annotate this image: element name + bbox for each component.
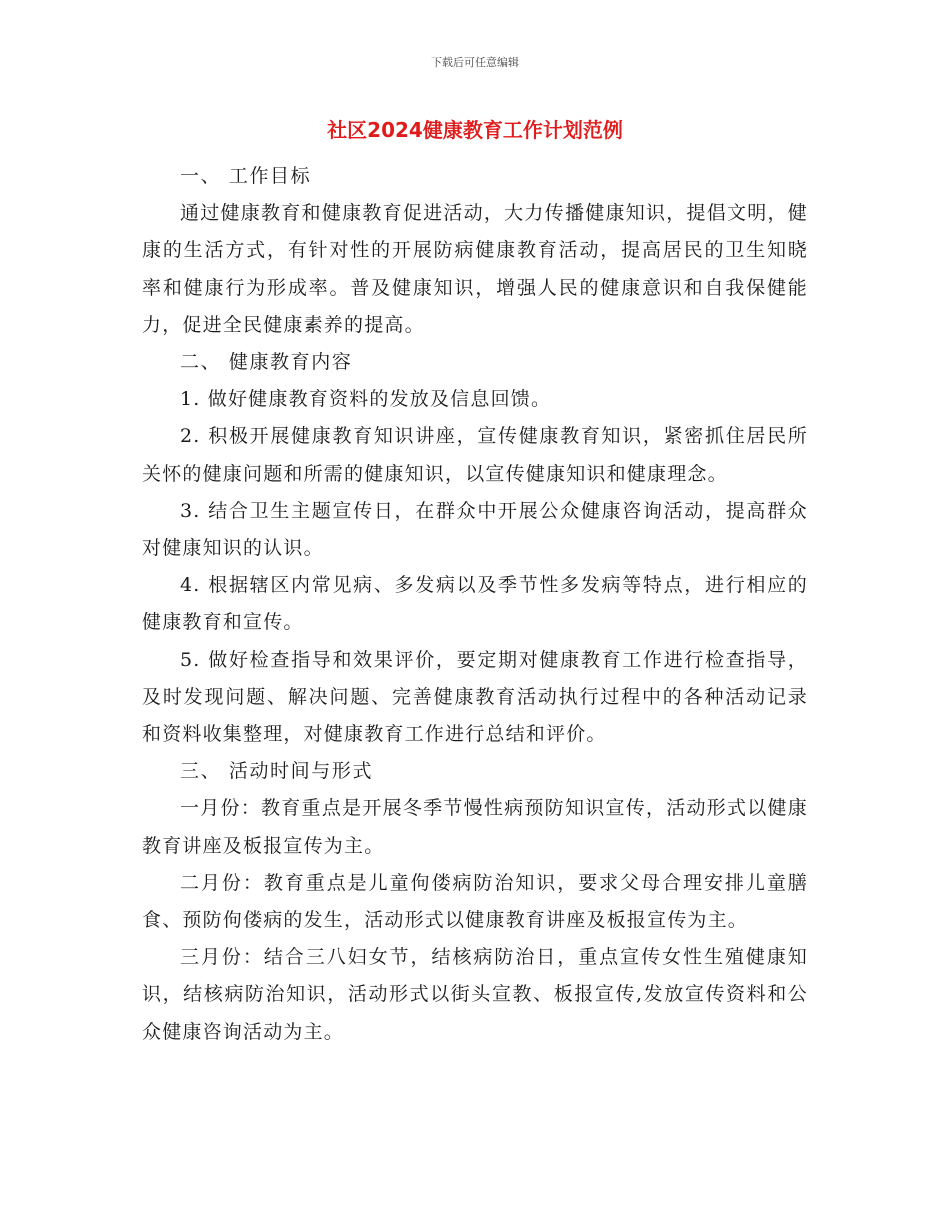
paragraph-february: 二月份：教育重点是儿童佝偻病防治知识，要求父母合理安排儿童膳食、预防佝偻病的发生，活动形式以健康教育讲座及板报宣传为主。: [142, 871, 808, 932]
page-header-note: 下载后可任意编辑: [431, 56, 519, 69]
document-title: 社区2024健康教育工作计划范例: [327, 118, 623, 142]
section-heading-schedule: 三、 活动时间与形式: [180, 760, 374, 783]
section-heading-content: 二、 健康教育内容: [180, 351, 353, 374]
document-body: [142, 158, 808, 1051]
paragraph-march: 三月份：结合三八妇女节，结核病防治日，重点宣传女性生殖健康知识，结核病防治知识，活动形式以街头宣教、板报宣传,发放宣传资料和公众健康咨询活动为主。: [142, 946, 808, 1043]
list-item-1: 1. 做好健康教育资料的发放及信息回馈。: [180, 388, 552, 411]
list-item-2: 2. 积极开展健康教育知识讲座，宣传健康教育知识，紧密抓住居民所关怀的健康问题和所需的健康知识，以宣传健康知识和健康理念。: [142, 425, 808, 485]
list-item-4: 4. 根据辖区内常见病、多发病以及季节性多发病等特点，进行相应的健康教育和宣传。: [142, 574, 808, 634]
section-heading-goals: 一、 工作目标: [180, 165, 312, 187]
list-item-5: 5. 做好检查指导和效果评价，要定期对健康教育工作进行检查指导，及时发现问题、解决问题、完善健康教育活动执行过程中的各种活动记录和资料收集整理，对健康教育工作进行总结和评价。: [142, 648, 808, 746]
list-item-3: 3. 结合卫生主题宣传日，在群众中开展公众健康咨询活动，提高群众对健康知识的认识。: [142, 499, 808, 560]
paragraph-goals: 通过健康教育和健康教育促进活动，大力传播健康知识，提倡文明，健康的生活方式，有针对性的开展防病健康教育活动，提高居民的卫生知晓率和健康行为形成率。普及健康知识，增强人民的健康意识和自我保健能力，促进全民健康素养的提高。: [142, 202, 808, 336]
paragraph-january: 一月份：教育重点是开展冬季节慢性病预防知识宣传，活动形式以健康教育讲座及板报宣传为主。: [142, 797, 808, 857]
